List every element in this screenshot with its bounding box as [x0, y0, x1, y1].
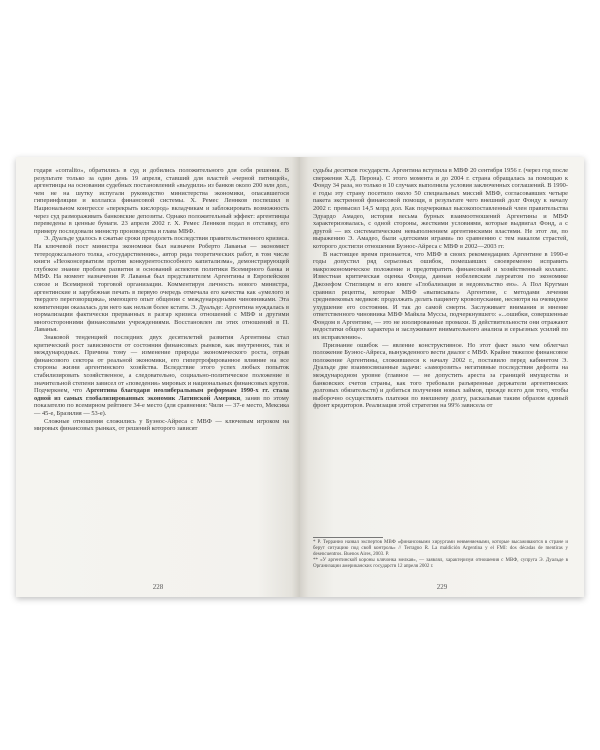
paragraph: Э. Дуальде удалось в сжатые сроки преодолеть последствия правительственного кризиса. На ключевой пост министра экономики был назначен Роберто Лаванья — экономист тетеродоксального толка, «государственник», автор ряда теоретических работ, в том числе книги «Неоконсерватизм против конкурентоспособного капитализма», демонстрирующей глубокое знание проблем развития и оснований аспектов политики Всемирного банка и МВФ. На момент назначения Р. Лаванья был представителем Аргентины в Европейском союзе и Всемирной торговой организации. Комментируя личность нового министра, аргентинские и зарубежная печать в первую очередь отмечала его качества как «умелого и твердого переговорщика», имеющего опыт общения с международными чиновниками. Эта компетенция оказалась для него как нельзя более кстати. Э. Дуальде: Аргентина нуждалась в нормализации фактически прерванных в разгар кризиса отношений с МВФ и другими многосторонними финансовыми учреждениями. Восстановлен ли этих отношений в П. Лаванья. — [34, 235, 289, 334]
paragraph: судьбы десятков государств. Аргентина вступила в МВФ 20 сентября 1956 г. (через год после свержения Х.Д. Перона). С этого момента и до 2004 г. страна обращалась за помощью к Фонду 34 раза, но только в 10 случаях выполнила условия заключенных соглашений. В 1990-е годы эту страну посетило около 50 специальных миссий МВФ, согласовавших четыре пакета экстренной финансовой помощи, в результате чего внешний долг Фонду к началу 2002 г. превысил 14,5 млрд дол. Как подчеркивал высокопоставленный член правительства Эдуардо Амадео, история весьма бурных взаимоотношений Аргентины и МВФ характеризовалась, с одной стороны, жесткими условиями, которые выдвигал Фонд, а с другой — их систематическим невыполнением аргентинскими властями. Не этот ли, по выражению Э. Амадео, были «детскими играми» по сравнению с тем накалом страстей, которого достигли отношения Буэнос-Айреса с МВФ в 2002—2003 гг. — [313, 167, 568, 250]
right-page-body — [313, 167, 568, 410]
paragraph: Сложные отношения сложились у Буэнос-Айреса с МВФ — ключевым игроком на мировых финансовых рынках, от решений которого зависят — [34, 417, 289, 433]
emphasized-text: Аргентина благодаря неолиберальным реформам 1990-х гг. стала одной из самых глобализированных экономик Латинской Америки — [34, 387, 289, 402]
paragraph: Признание ошибок — явление конструктивное. Но этот факт мало чем облегчал положение Буэнос-Айреса, вынужденного вести диалог с МВФ. Крайне тяжелое финансовое положение Аргентины, сложившееся к началу 2002 г., поставило перед кабинетом Э. Дуальде две взаимосвязанные задачи: «заморозить» негативные последствия дефолта на международном уровне (главное — не допустить ареста за границей имущества и банковских счетов страны, как того требовали разъяренные держатели аргентинских долговых обязательств) и добиться получения новых займов, прежде всего для того, чтобы выборочно осуществлять платежи по внешнему долгу, раскалывая таким образом единый фронт кредиторов. Реализация этой стратегии на 99% зависела от — [313, 341, 568, 410]
page-number: 228 — [152, 583, 164, 591]
right-page — [300, 157, 584, 597]
footnotes — [313, 537, 568, 570]
footnote-rule — [313, 537, 383, 538]
footnote: * Р. Терранио назвал экспертов МВФ «финансовыми хирургами невменяемыми, которые высаживаются в стране и берут ситуацию под свой контроль» // Terragno R. La maldición Argentina y el FMI: dos décadas de mentiras y desencuentros. Buenos Aires, 2003. P. — [313, 540, 568, 557]
left-page-body — [34, 167, 289, 433]
paragraph: Знаковой тенденцией последних двух десятилетий развития Аргентины стал критический рост зависимости от состояния финансовых рынков, как внутренних, так и международных. Причина тому — изменение природы экономического роста, отрыв финансового сектора от реальной экономики, его гипертрофированное влияние на все стороны жизни аргентинского хозяйства. Вследствие этого успех любых попыток стабилизировать хозяйственное, а следовательно, социально-политическое положение в значительной степени зависел от «поведения» мировых и национальных финансовых кругов. Подчеркнем, что Аргентина благодаря неолиберальным реформам 1990-х гг. стала одной из самых глобализированных экономик Латинской Америки, заняв по этому показателю по всемирном рейтинге 34-е место (для сравнения: Чили — 37-е место, Мексика — 45-е, Бразилия — 53-е). — [34, 334, 289, 417]
footnote: ** «У аргентинской короны клячонка мелкая», — заявлял, характеризуя отношения с МВФ, супруга Э. Дуальде в Организации американских государств 12 апреля 2002 г. — [313, 558, 568, 569]
left-page — [16, 157, 300, 597]
paragraph: годаря «corralito», обратились в суд и добились положительного для себя решения. В результате только за один день 19 апреля, ставший для властей «черной пятницей», аргентинцы на основании судебных постановлений «выудили» из банков около 200 млн дол., чем не на шутку испугали руководство министерства экономики, опасавшегося гиперинфляции и коллапса финансовой системы. Х. Ремес Леннков поспешил в Национальном конгрессе «перекрыть кислород» вкладчикам и заблокировать возможность через суд размораживать банковские депозиты. Однако положительный эффект: аргентинцы переведены в ценные бумаги. 23 апреля 2002 г. Х. Ремес Леннков подал в отставку, его примеру последовали министр производства и глава МВФ. — [34, 167, 289, 235]
paragraph: В настоящее время признается, что МВФ в своих рекомендациях Аргентине в 1990-е годы допустил ряд серьезных ошибок, помешавших своевременно испрaвить макроэкономическое положение и предотвратить финансовый и хозяйственный коллапс. Известная критическая оценка Фонда, данная нобелевским лауреатом по экономике Джозефом Стиглицем в его книге «Глобализация и недовольство ею». А Пол Кругман сравнил рецепты, которые МВФ «выписывал» Аргентине, с методами лечения средневековых медиков: продолжать делать пациенту кровопускание, несмотря на очевидное ухудшение его состояния. И так до самой смерти. Заслуживает внимания и мнение ответственного чиновника МВФ Майкла Муссы, подчеркнувшего: «...ошибки, совершенные Фондом в Аргентине, — это не изолированные промахи. В действительности они отражают недостатки общего характера и заслуживают внимательного анализа и серьезных усилий по их исправлению». — [313, 250, 568, 342]
book-spread — [16, 157, 584, 597]
page-number: 229 — [436, 583, 448, 591]
